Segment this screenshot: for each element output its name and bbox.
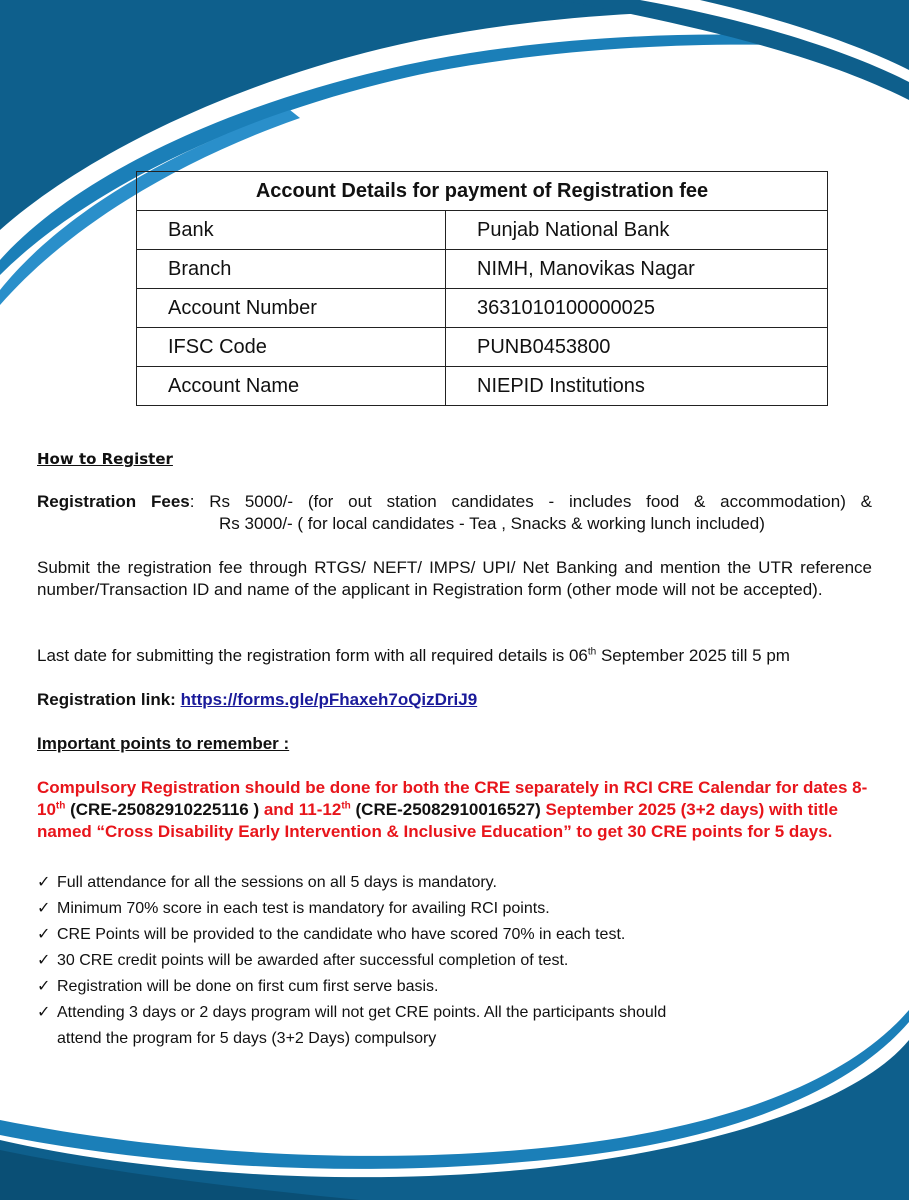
account-details-table xyxy=(136,171,828,406)
check-icon: ✓ xyxy=(37,952,51,969)
row-value: Punjab National Bank xyxy=(446,211,828,250)
list-item: ✓ Registration will be done on first cum first serve basis. xyxy=(37,974,777,1000)
submit-instructions: Submit the registration fee through RTGS/ NEFT/ IMPS/ UPI/ Net Banking and mention the UTR reference number/Transaction ID and name of the applicant in Registration form (other mode will not be accepted). xyxy=(37,558,872,599)
row-label: IFSC Code xyxy=(137,328,446,367)
row-label: Branch xyxy=(137,250,446,289)
row-value: PUNB0453800 xyxy=(446,328,828,367)
important-points-heading: Important points to remember : xyxy=(37,734,290,753)
check-icon: ✓ xyxy=(37,1004,51,1021)
last-date-text: Last date for submitting the registration form with all required details is 06th September 2025 till 5 pm xyxy=(37,646,790,665)
compulsory-registration-notice: Compulsory Registration should be done for both the CRE separately in RCI CRE Calendar for dates 8-10th (CRE-25082910225116 ) and 11-12th (CRE-25082910016527) September 2025 (3+2 days) with title named “Cross Disability Early Intervention & Inclusive Education” to get 30 CRE points for 5 days. xyxy=(37,778,868,841)
points-list xyxy=(37,870,777,1052)
table-row xyxy=(137,328,828,367)
registration-link-label: Registration link: xyxy=(37,690,181,709)
list-item: ✓ Minimum 70% score in each test is mandatory for availing RCI points. xyxy=(37,896,777,922)
row-value: 3631010100000025 xyxy=(446,289,828,328)
table-row xyxy=(137,250,828,289)
table-row xyxy=(137,367,828,406)
row-label: Account Name xyxy=(137,367,446,406)
registration-link[interactable]: https://forms.gle/pFhaxeh7oQizDriJ9 xyxy=(180,690,478,709)
check-icon: ✓ xyxy=(37,900,51,917)
table-row xyxy=(137,211,828,250)
fees-label: Registration Fees xyxy=(37,492,190,511)
list-item: ✓ 30 CRE credit points will be awarded after successful completion of test. xyxy=(37,948,777,974)
check-icon: ✓ xyxy=(37,978,51,995)
row-value: NIMH, Manovikas Nagar xyxy=(446,250,828,289)
how-to-register-heading: How to Register xyxy=(37,450,173,468)
table-row xyxy=(137,289,828,328)
row-value: NIEPID Institutions xyxy=(446,367,828,406)
account-table-title: Account Details for payment of Registration fee xyxy=(137,172,828,211)
check-icon: ✓ xyxy=(37,926,51,943)
check-icon: ✓ xyxy=(37,874,51,891)
registration-link-line xyxy=(37,689,872,711)
list-item: ✓ Attending 3 days or 2 days program will not get CRE points. All the participants should attend the program for 5 days (3+2 Days) compulsory xyxy=(37,1000,777,1052)
row-label: Bank xyxy=(137,211,446,250)
fees-line-1: : Rs 5000/- (for out station candidates - includes food & accommodation) & xyxy=(189,492,872,511)
list-item-continuation: attend the program for 5 days (3+2 Days) compulsory xyxy=(57,1030,437,1047)
list-item: ✓ CRE Points will be provided to the candidate who have scored 70% in each test. xyxy=(37,922,777,948)
fees-line-2: Rs 3000/- ( for local candidates - Tea , Snacks & working lunch included) xyxy=(219,514,765,533)
registration-fees xyxy=(37,491,872,535)
list-item: ✓ Full attendance for all the sessions on all 5 days is mandatory. xyxy=(37,870,777,896)
row-label: Account Number xyxy=(137,289,446,328)
